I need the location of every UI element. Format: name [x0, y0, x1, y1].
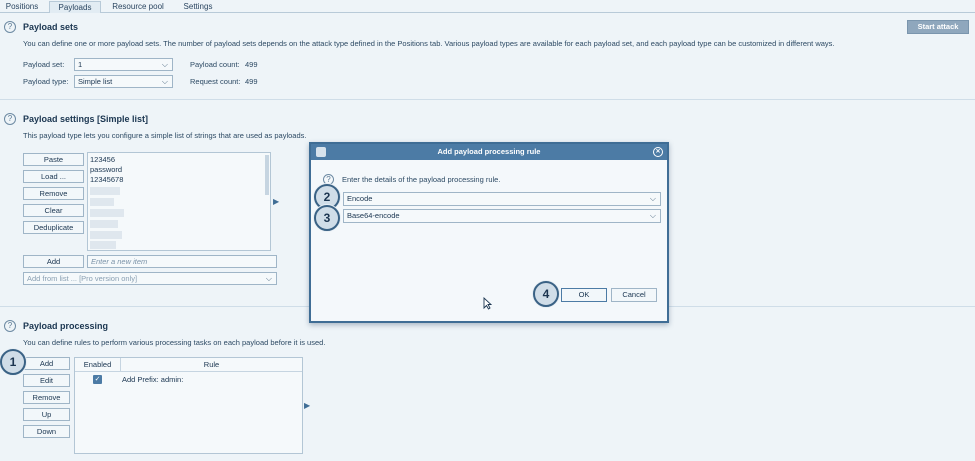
remove-rule-button[interactable]: Remove	[23, 391, 70, 404]
edit-rule-button[interactable]: Edit	[23, 374, 70, 387]
ok-button[interactable]: OK	[561, 288, 607, 302]
payload-set-select[interactable]	[74, 58, 173, 71]
payload-count-label: Payload count:	[190, 60, 240, 69]
close-icon[interactable]: ✕	[653, 147, 663, 157]
list-item[interactable]: 12345678	[90, 175, 124, 184]
list-item	[90, 209, 124, 217]
help-icon[interactable]: ?	[4, 21, 16, 33]
mouse-cursor-icon	[483, 297, 492, 310]
column-header-rule[interactable]: Rule	[203, 360, 220, 369]
cancel-button[interactable]: Cancel	[611, 288, 657, 302]
help-icon[interactable]: ?	[4, 320, 16, 332]
remove-button[interactable]: Remove	[23, 187, 84, 200]
tab-positions[interactable]: Positions	[5, 2, 39, 11]
list-item	[90, 198, 114, 206]
clear-button[interactable]: Clear	[23, 204, 84, 217]
list-item	[90, 220, 118, 228]
step-callout-4: 4	[533, 281, 559, 307]
table-row[interactable]	[75, 373, 302, 386]
add-rule-button[interactable]: Add	[23, 357, 70, 370]
payload-settings-description: This payload type lets you configure a simple list of strings that are used as payloads.	[23, 131, 307, 140]
dialog-title-bar	[311, 144, 667, 160]
rule-option-value: Base64-encode	[347, 211, 400, 220]
payload-list[interactable]	[87, 152, 271, 251]
table-header	[75, 358, 302, 372]
payload-set-value: 1	[78, 60, 83, 69]
add-rule-dialog	[309, 142, 669, 323]
up-rule-button[interactable]: Up	[23, 408, 70, 421]
dialog-prompt: Enter the details of the payload processing rule.	[342, 175, 501, 184]
dialog-title: Add payload processing rule	[437, 147, 541, 156]
scrollbar[interactable]	[265, 155, 269, 195]
tab-payloads[interactable]: Payloads	[49, 1, 101, 13]
help-icon[interactable]: ?	[323, 174, 334, 185]
list-item	[90, 187, 120, 195]
add-item-button[interactable]: Add	[23, 255, 84, 268]
down-rule-button[interactable]: Down	[23, 425, 70, 438]
app-icon	[316, 147, 326, 157]
tab-settings[interactable]: Settings	[183, 2, 213, 11]
help-icon[interactable]: ?	[4, 113, 16, 125]
step-callout-3: 3	[314, 205, 340, 231]
paste-button[interactable]: Paste	[23, 153, 84, 166]
arrow-right-icon: ▶	[273, 197, 280, 206]
payload-sets-title: Payload sets	[23, 22, 79, 32]
add-from-list-select[interactable]	[23, 272, 277, 285]
rule-option-select[interactable]	[343, 209, 661, 223]
payload-processing-title: Payload processing	[23, 321, 109, 331]
payload-type-select[interactable]	[74, 75, 173, 88]
rule-type-select[interactable]	[343, 192, 661, 206]
list-item[interactable]: 123456	[90, 155, 116, 164]
payload-set-label: Payload set:	[23, 60, 65, 69]
payload-sets-description: You can define one or more payload sets. The number of payload sets depends on the attack type defined in the Positions tab. Various payload types are available for each payload set, and each payload type can be customized in different ways.	[23, 39, 835, 48]
chevron-down-icon: ⌵	[161, 60, 168, 69]
payload-type-label: Payload type:	[23, 77, 69, 86]
enabled-checkbox[interactable]: ✓	[94, 376, 101, 383]
arrow-right-icon: ▶	[304, 401, 311, 410]
section-divider	[0, 99, 975, 100]
step-callout-1: 1	[0, 349, 26, 375]
deduplicate-button[interactable]: Deduplicate	[23, 221, 84, 234]
rule-type-value: Encode	[347, 194, 373, 203]
load-button[interactable]: Load ...	[23, 170, 84, 183]
rules-table	[74, 357, 303, 454]
start-attack-button[interactable]: Start attack	[907, 20, 969, 34]
tab-bar	[0, 0, 975, 13]
chevron-down-icon: ⌵	[649, 211, 656, 220]
tab-resource-pool[interactable]: Resource pool	[112, 2, 164, 11]
request-count-label: Request count:	[190, 77, 241, 86]
chevron-down-icon: ⌵	[649, 194, 656, 203]
payload-type-value: Simple list	[78, 77, 113, 86]
rule-cell: Add Prefix: admin:	[122, 375, 184, 384]
new-item-input[interactable]: Enter a new item	[87, 255, 277, 268]
column-header-enabled[interactable]: Enabled	[75, 358, 121, 372]
request-count-value: 499	[245, 77, 258, 86]
payload-count-value: 499	[245, 60, 258, 69]
add-from-list-label: Add from list ... [Pro version only]	[27, 274, 138, 283]
step-callout-2: 2	[314, 184, 340, 210]
list-item	[90, 231, 122, 239]
list-item	[90, 241, 116, 249]
list-item[interactable]: password	[90, 165, 123, 174]
chevron-down-icon: ⌵	[161, 77, 168, 86]
chevron-down-icon: ⌵	[265, 274, 272, 283]
payload-processing-description: You can define rules to perform various processing tasks on each payload before it is used.	[23, 338, 326, 347]
payload-settings-title: Payload settings [Simple list]	[23, 114, 149, 124]
